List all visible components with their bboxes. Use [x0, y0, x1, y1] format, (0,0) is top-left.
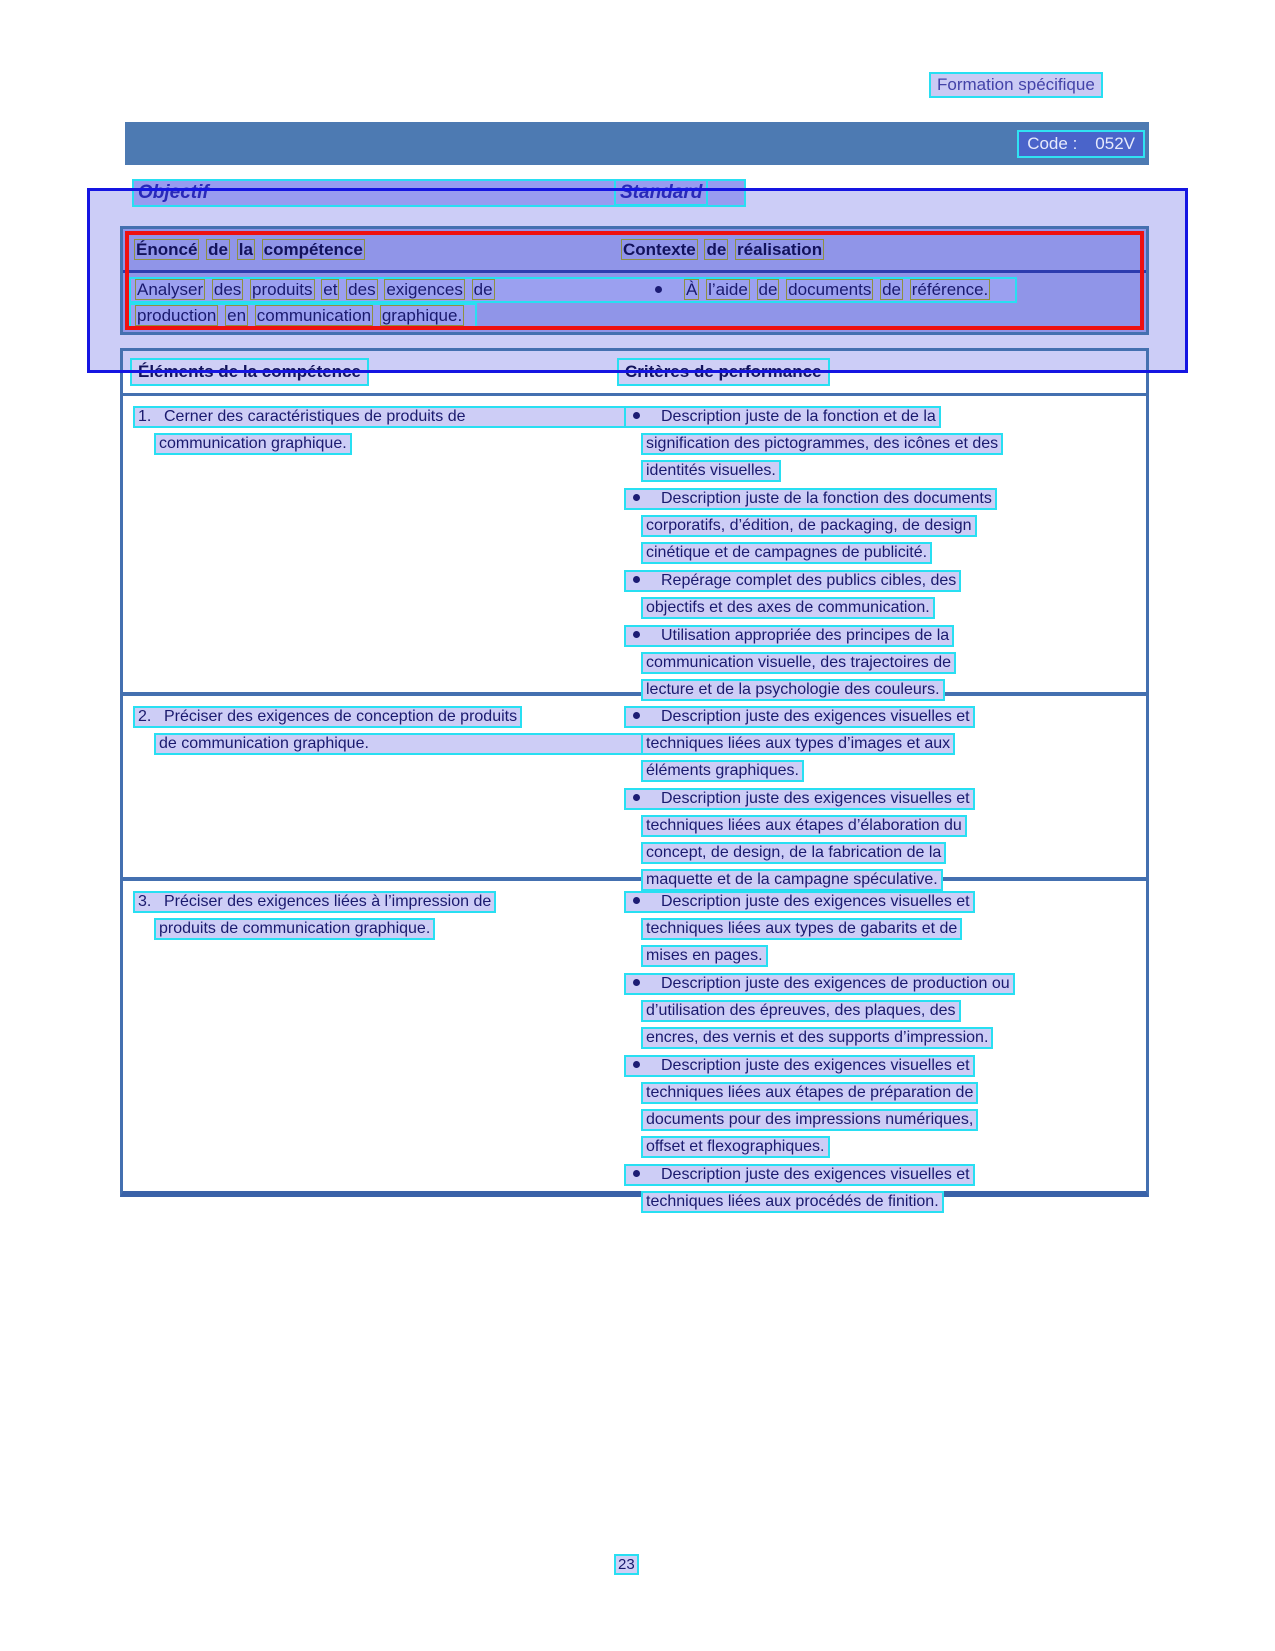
- criterion-line: éléments graphiques.: [641, 760, 804, 782]
- criterion-line: corporatifs, d’édition, de packaging, de design: [641, 515, 977, 537]
- element-text: Préciser des exigences de conception de produits: [164, 708, 518, 725]
- bullet-dot-icon: [633, 1170, 640, 1177]
- criterion-line: Description juste des exigences visuelles et: [624, 1164, 975, 1186]
- context-bullet-text: À l’aide de documents de référence.: [686, 280, 989, 299]
- code-badge: [1017, 130, 1145, 158]
- criterion-line: Description juste des exigences de production ou: [624, 973, 1015, 995]
- element-number: 1.: [138, 408, 152, 425]
- element-line: [133, 891, 496, 913]
- page-number: 23: [614, 1554, 639, 1575]
- criterion-line: techniques liées aux types d’images et aux: [641, 733, 955, 755]
- table-rows: [123, 396, 1146, 1210]
- enonce-right-header: Contexte de réalisation: [623, 240, 823, 259]
- bullet-dot-icon: [633, 576, 640, 583]
- statement-line-1-highlight: [129, 277, 1017, 303]
- criterion-line: objectifs et des axes de communication.: [641, 597, 935, 619]
- enonce-left-header: Énoncé de la compétence: [136, 240, 363, 259]
- table-row: [123, 696, 1146, 888]
- criterion-line: Description juste des exigences visuelles et: [624, 891, 975, 913]
- program-label: Formation spécifique: [929, 72, 1103, 98]
- criterion-line: Description juste des exigences visuelles et: [624, 788, 975, 810]
- elements-right-header: Critères de performance: [617, 358, 830, 386]
- criterion-line: Utilisation appropriée des principes de la: [624, 625, 954, 647]
- bullet-dot-icon: [633, 412, 640, 419]
- element-text: Préciser des exigences liées à l’impression de: [164, 893, 492, 910]
- criterion-line: mises en pages.: [641, 945, 768, 967]
- element-line: [133, 706, 522, 728]
- elements-table: [120, 348, 1149, 1210]
- criterion-line: techniques liées aux procédés de finition.: [641, 1191, 944, 1213]
- element-line: communication graphique.: [154, 433, 352, 455]
- criterion-line: techniques liées aux étapes de préparation de: [641, 1082, 978, 1104]
- table-row: [123, 881, 1146, 1210]
- criterion-line: signification des pictogrammes, des icônes et des: [641, 433, 1003, 455]
- criterion-line: Description juste de la fonction et de la: [624, 406, 941, 428]
- criterion: [624, 973, 1140, 1049]
- statement-line-2-highlight: [129, 303, 477, 329]
- criterion-line: Description juste de la fonction des documents: [624, 488, 997, 510]
- criterion-line: Description juste des exigences visuelles et: [624, 706, 975, 728]
- element-line: [133, 406, 630, 428]
- criteria-cell: [620, 706, 1140, 888]
- objectif-heading: Objectif: [138, 182, 209, 203]
- statement-line-2: production en communication graphique.: [137, 306, 463, 325]
- table-row: [123, 396, 1146, 698]
- criterion-line: documents pour des impressions numériques,: [641, 1109, 978, 1131]
- criterion-line: Description juste des exigences visuelles et: [624, 1055, 975, 1077]
- enonce-row-divider: [123, 270, 1146, 273]
- criterion-line: lecture et de la psychologie des couleurs.: [641, 679, 945, 701]
- bullet-dot-icon: [633, 979, 640, 986]
- standard-heading: Standard: [614, 179, 708, 206]
- criteria-cell: [620, 891, 1140, 1210]
- enonce-table: [120, 226, 1149, 335]
- criterion-line: Repérage complet des publics cibles, des: [624, 570, 961, 592]
- criterion: [624, 706, 1140, 782]
- code-value: 052V: [1095, 133, 1135, 153]
- element-number: 3.: [138, 893, 152, 910]
- element-cell: [123, 706, 620, 877]
- element-cell: [123, 891, 620, 1193]
- bullet-dot-icon: [633, 631, 640, 638]
- criterion: [624, 570, 1140, 619]
- criterion: [624, 1055, 1140, 1158]
- criterion-line: cinétique et de campagnes de publicité.: [641, 542, 932, 564]
- criterion-line: techniques liées aux étapes d’élaboration du: [641, 815, 967, 837]
- element-line: de communication graphique.: [154, 733, 661, 755]
- criterion: [624, 1164, 1140, 1213]
- criteria-cell: [620, 406, 1140, 698]
- criterion-line: identités visuelles.: [641, 460, 781, 482]
- criterion: [624, 488, 1140, 564]
- element-line: produits de communication graphique.: [154, 918, 435, 940]
- element-number: 2.: [138, 708, 152, 725]
- element-text: Cerner des caractéristiques de produits de: [164, 408, 466, 425]
- element-cell: [123, 406, 620, 692]
- criterion-line: maquette et de la campagne spéculative.: [641, 869, 943, 891]
- objectif-standard-row: [132, 179, 746, 207]
- bullet-dot-icon: [633, 712, 640, 719]
- bullet-dot-icon: [633, 494, 640, 501]
- bullet-dot-icon: [633, 897, 640, 904]
- context-bullet-line: [651, 279, 991, 301]
- criterion: [624, 891, 1140, 967]
- code-label: Code :: [1027, 133, 1078, 153]
- criterion: [624, 625, 1140, 701]
- criterion-line: d’utilisation des épreuves, des plaques, des: [641, 1000, 961, 1022]
- criterion: [624, 406, 1140, 482]
- criterion-line: communication visuelle, des trajectoires de: [641, 652, 956, 674]
- criterion: [624, 788, 1140, 891]
- bullet-dot-icon: [655, 286, 662, 293]
- bullet-dot-icon: [633, 1061, 640, 1068]
- title-bar: [125, 122, 1149, 165]
- criterion-line: encres, des vernis et des supports d’impression.: [641, 1027, 993, 1049]
- elements-left-header: Éléments de la compétence: [130, 358, 369, 386]
- criterion-line: offset et flexographiques.: [641, 1136, 830, 1158]
- statement-line-1: Analyser des produits et des exigences de: [137, 280, 493, 299]
- criterion-line: concept, de design, de la fabrication de la: [641, 842, 946, 864]
- criterion-line: techniques liées aux types de gabarits et de: [641, 918, 962, 940]
- bullet-dot-icon: [633, 794, 640, 801]
